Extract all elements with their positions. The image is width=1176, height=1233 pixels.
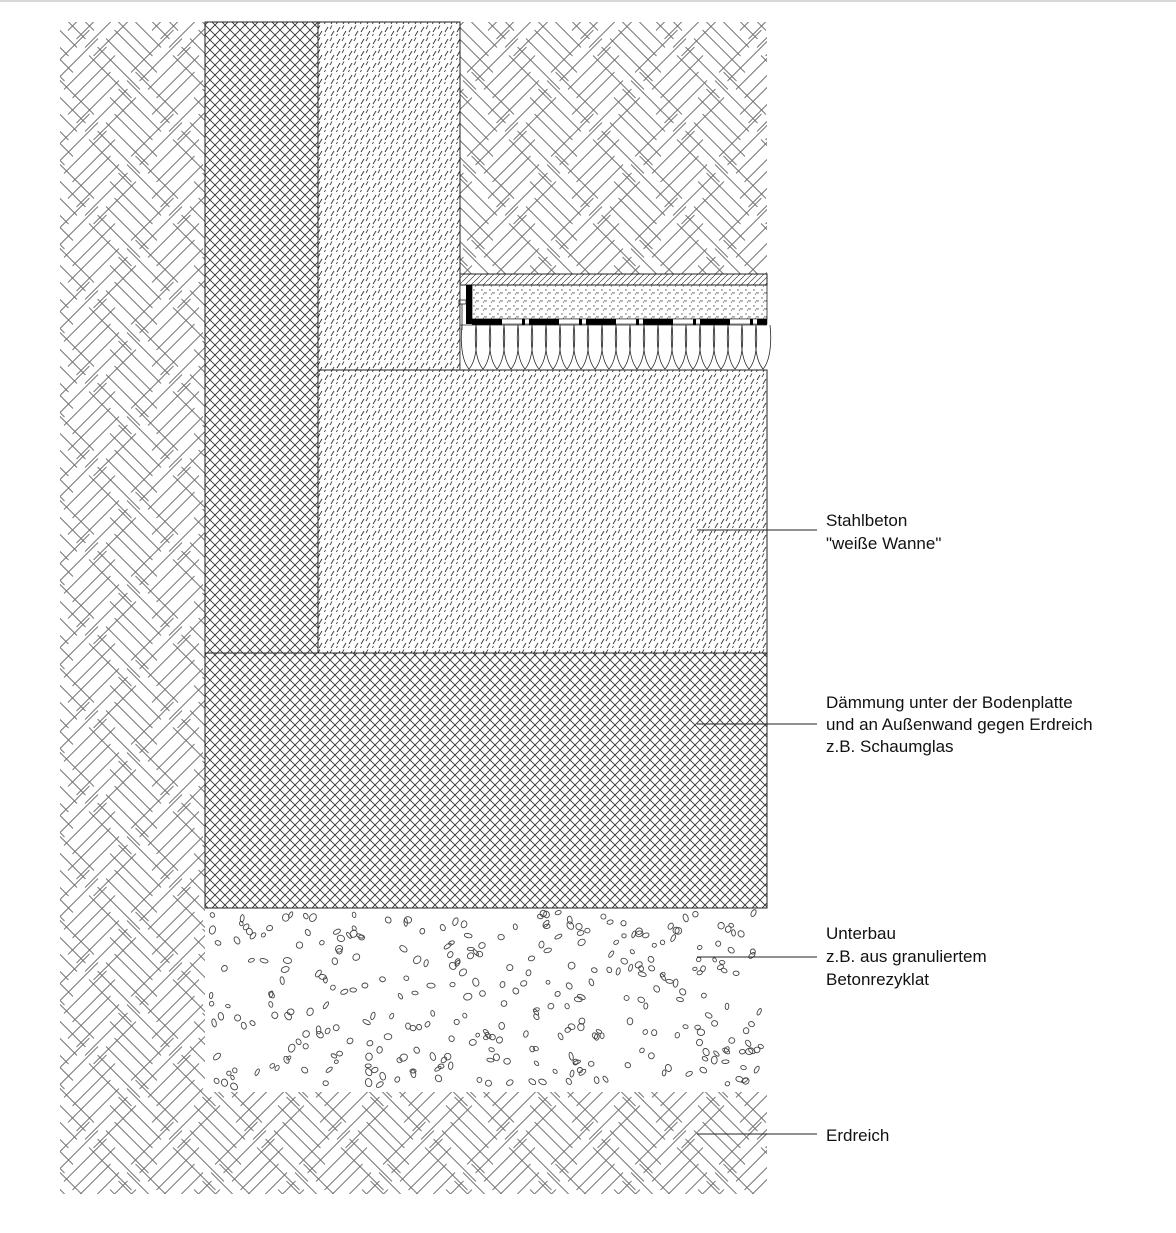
label-unterbau: Unterbau z.B. aus granuliertem Betonrezyklat	[826, 924, 987, 989]
labels	[826, 511, 1097, 1145]
concrete-slab	[318, 370, 767, 653]
label-daemmung: Dämmung unter der Bodenplatte und an Außenwand gegen Erdreich z.B. Schaumglas	[826, 693, 1093, 756]
edge-insulation-strip	[466, 285, 472, 324]
label-stahlbeton: Stahlbeton "weiße Wanne"	[826, 511, 942, 553]
floor-finish	[460, 274, 767, 285]
concrete-wall	[318, 22, 460, 370]
insulation-outer-wall	[205, 22, 318, 653]
label-erdreich: Erdreich	[826, 1126, 890, 1145]
gravel-subbase	[205, 908, 767, 1092]
screed-layer	[472, 285, 767, 319]
insulation-under-slab	[205, 653, 767, 908]
floor-buildup	[459, 274, 771, 370]
